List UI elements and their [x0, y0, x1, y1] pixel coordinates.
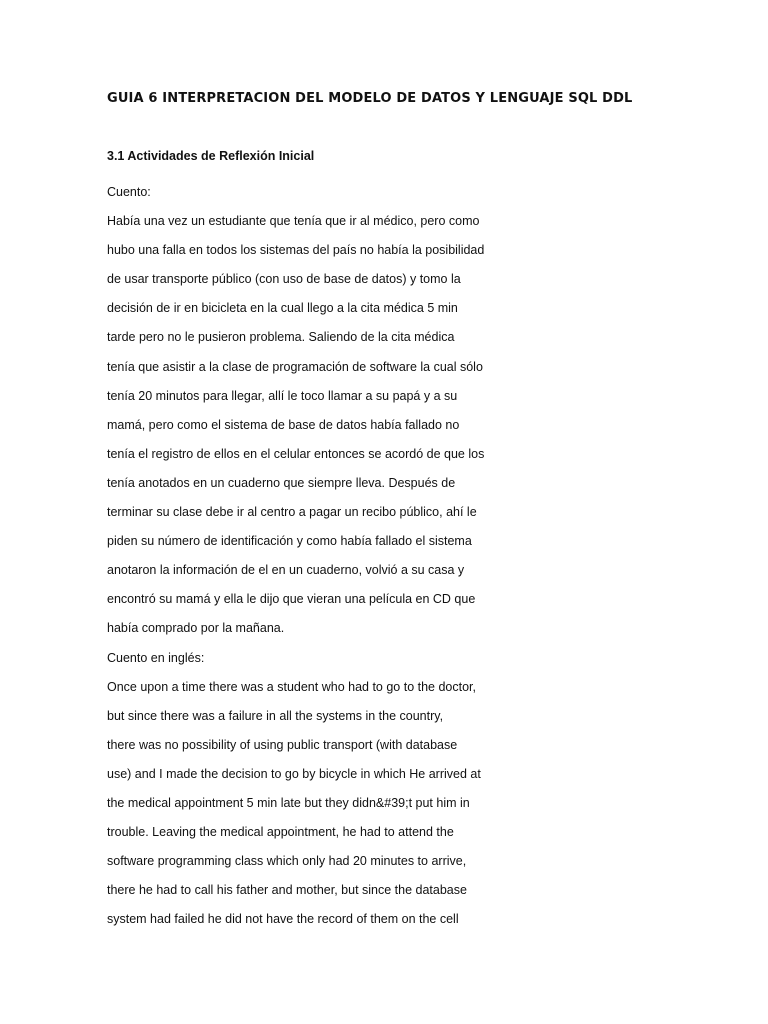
text-line: encontró su mamá y ella le dijo que vieran una película en CD que [107, 592, 476, 607]
text-line: tenía 20 minutos para llegar, allí le toco llamar a su papá y a su [107, 388, 458, 403]
text-line: there was no possibility of using public transport (with database [107, 737, 458, 752]
text-line: anotaron la información de el en un cuaderno, volvió a su casa y [107, 563, 465, 578]
text-line: the medical appointment 5 min late but they didn&#39;t put him in [107, 795, 470, 810]
text-line: tarde pero no le pusieron problema. Saliendo de la cita médica [107, 330, 455, 345]
text-line: piden su número de identificación y como había fallado el sistema [107, 534, 472, 549]
body-text [107, 178, 727, 934]
text-line: there he had to call his father and mother, but since the database [107, 883, 467, 898]
text-line: system had failed he did not have the record of them on the cell [107, 912, 459, 927]
text-line: but since there was a failure in all the systems in the country, [107, 708, 444, 723]
text-line: tenía el registro de ellos en el celular entonces se acordó de que los [107, 446, 485, 461]
document-title: GUIA 6 INTERPRETACION DEL MODELO DE DATOS Y LENGUAJE SQL DDL [107, 91, 633, 106]
text-line: Once upon a time there was a student who had to go to the doctor, [107, 679, 476, 694]
text-line: de usar transporte público (con uso de base de datos) y tomo la [107, 272, 461, 287]
text-line: use) and I made the decision to go by bicycle in which He arrived at [107, 766, 481, 781]
text-line: trouble. Leaving the medical appointment, he had to attend the [107, 825, 454, 840]
text-line: terminar su clase debe ir al centro a pagar un recibo público, ahí le [107, 505, 477, 520]
text-line: decisión de ir en bicicleta en la cual llego a la cita médica 5 min [107, 301, 458, 316]
text-line: tenía anotados en un cuaderno que siempre lleva. Después de [107, 475, 456, 490]
text-line: hubo una falla en todos los sistemas del país no había la posibilidad [107, 243, 485, 258]
text-line: Cuento: [107, 185, 151, 199]
text-line: tenía que asistir a la clase de programación de software la cual sólo [107, 359, 483, 374]
text-line: software programming class which only had 20 minutes to arrive, [107, 854, 467, 869]
text-line: Cuento en inglés: [107, 650, 205, 665]
text-line: había comprado por la mañana. [107, 621, 285, 636]
text-line: Había una vez un estudiante que tenía que ir al médico, pero como [107, 214, 480, 229]
text-line: mamá, pero como el sistema de base de datos había fallado no [107, 417, 460, 432]
section-heading: 3.1 Actividades de Reflexión Inicial [107, 149, 315, 163]
